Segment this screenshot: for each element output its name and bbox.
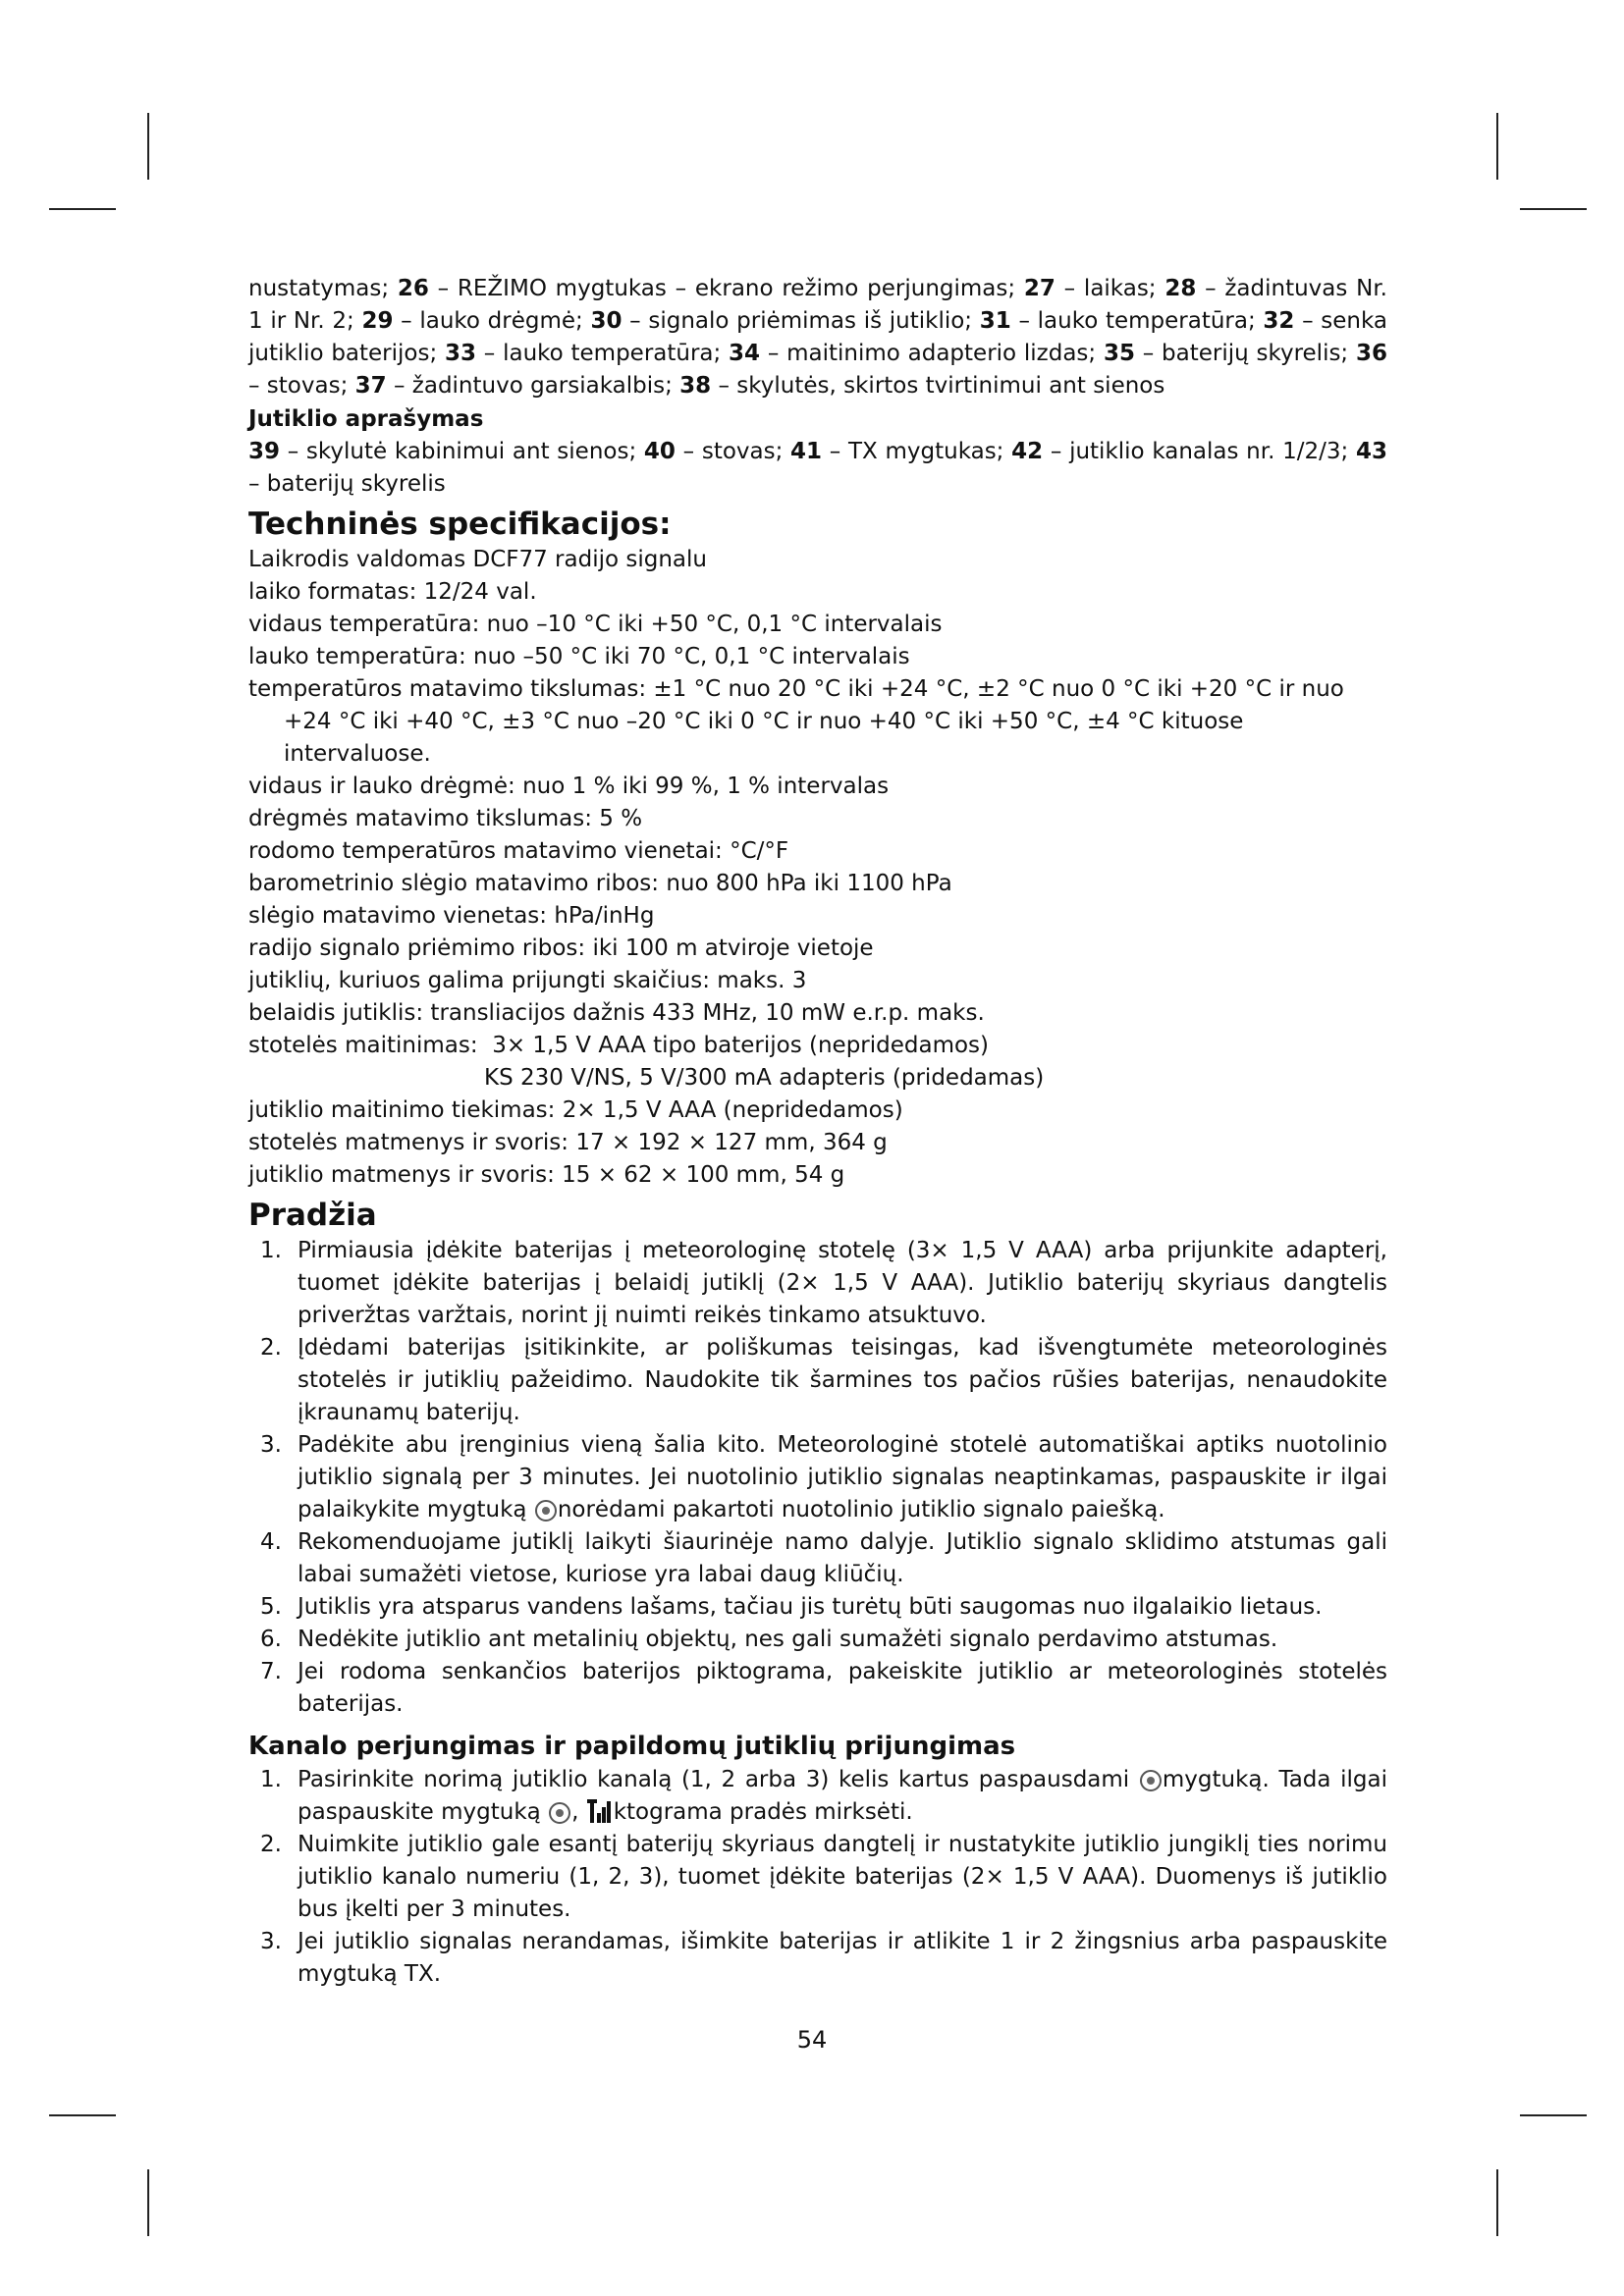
legend-text: – žadintuvo garsiakalbis;: [386, 373, 680, 399]
step-number: 2.: [260, 1335, 282, 1361]
step-text: Nuimkite jutiklio gale esantį baterijų skyriaus dangtelį ir nustatykite jutiklio jungiklį ties norimu jutiklio kanalo numeriu (1, 2, 3), tuomet įdėkite baterijas (2× 1,5 V AAA). Duomenys iš jutiklio bus įkelti per 3 minutes.: [298, 1832, 1387, 1922]
spec-line: radijo signalo priėmimo ribos: iki 100 m atviroje vietoje: [248, 935, 874, 961]
legend-text: – lauko temperatūra;: [1010, 308, 1264, 334]
step-text: Jei jutiklio signalas nerandamas, išimkite baterijas ir atlikite 1 ir 2 žingsnius arba paspauskite mygtuką TX.: [298, 1929, 1387, 1987]
step-number: 1.: [260, 1767, 282, 1792]
legend-text: nustatymas;: [248, 276, 398, 301]
start-heading: Pradžia: [248, 1198, 377, 1233]
step-text: Pirmiausia įdėkite baterijas į meteorologinę stotelę (3× 1,5 V AAA) arba prijunkite adapterį, tuomet įdėkite baterijas į belaidį jutiklį (2× 1,5 V AAA). Jutiklio baterijų skyriaus dangtelis priveržtas varžtais, norint jį nuimti reikės tinkamo atsuktuvo.: [298, 1238, 1387, 1328]
step-text: mygtuką. Tada ilgai paspauskite mygtuką: [298, 1767, 1388, 1825]
legend-number: 43: [1355, 439, 1387, 464]
list-item: [248, 1829, 1387, 1926]
legend-number: 40: [643, 439, 676, 464]
crop-mark-bottom-right-vertical: [1496, 2169, 1498, 2236]
spec-line: slėgio matavimo vienetas: hPa/inHg: [248, 903, 655, 929]
legend-number: 35: [1103, 341, 1135, 366]
step-text: Nedėkite jutiklio ant metalinių objektų, nes gali sumažėti signalo perdavimo atstumas.: [298, 1627, 1278, 1652]
legend-number: 29: [361, 308, 394, 334]
legend-text: – baterijų skyrelis;: [1134, 341, 1356, 366]
legend-text: – žadintuvas Nr. 1 ir Nr. 2;: [248, 276, 1387, 334]
step-number: 2.: [260, 1832, 282, 1857]
station-legend-paragraph: [248, 273, 1387, 402]
spec-line: jutiklių, kuriuos galima prijungti skaičius: maks. 3: [248, 968, 807, 993]
step-text: Jutiklis yra atsparus vandens lašams, tačiau jis turėtų būti saugomas nuo ilgalaikio lietaus.: [298, 1594, 1323, 1620]
spec-line: jutiklio matmenys ir svoris: 15 × 62 × 100 mm, 54 g: [248, 1162, 845, 1188]
spec-line: rodomo temperatūros matavimo vienetai: °C/°F: [248, 838, 789, 864]
crop-mark-top-left-horizontal: [49, 208, 116, 210]
crop-mark-top-right-horizontal: [1520, 208, 1587, 210]
legend-number: 28: [1164, 276, 1197, 301]
step-text: ktograma pradės mirksėti.: [613, 1799, 913, 1825]
crop-mark-top-right-vertical: [1496, 113, 1498, 180]
legend-text: – stovas;: [248, 373, 355, 399]
step-text: Įdėdami baterijas įsitikinkite, ar poliškumas teisingas, kad išvengtumėte meteorologinės stotelės ir jutiklių pažeidimo. Naudokite tik šarmines tos pačios rūšies baterijas, nenaudokite įkraunamų baterijų.: [298, 1335, 1387, 1425]
legend-number: 26: [397, 276, 429, 301]
signal-reception-icon: [587, 1799, 613, 1823]
list-item: [248, 1526, 1387, 1591]
crop-mark-bottom-right-horizontal: [1520, 2114, 1587, 2116]
legend-text: – lauko temperatūra;: [476, 341, 730, 366]
legend-number: 33: [445, 341, 477, 366]
legend-text: – laikas;: [1055, 276, 1165, 301]
step-number: 3.: [260, 1929, 282, 1954]
step-text: norėdami pakartoti nuotolinio jutiklio signalo paiešką.: [557, 1497, 1165, 1522]
legend-number: 39: [248, 439, 281, 464]
channels-steps-list: [248, 1764, 1387, 1991]
legend-text: – stovas;: [675, 439, 791, 464]
step-number: 5.: [260, 1594, 282, 1620]
list-item: [248, 1624, 1387, 1656]
legend-number: 38: [679, 373, 712, 399]
spec-line: temperatūros matavimo tikslumas: ±1 °C nuo 20 °C iki +24 °C, ±2 °C nuo 0 °C iki +20 °C ir nuo: [248, 676, 1344, 702]
start-steps-list: [248, 1235, 1387, 1721]
spec-line: jutiklio maitinimo tiekimas: 2× 1,5 V AAA (nepridedamos): [248, 1097, 903, 1123]
page-number: 54: [796, 2026, 828, 2054]
legend-text: – maitinimo adapterio lizdas;: [760, 341, 1104, 366]
spec-line: stotelės maitinimas: 3× 1,5 V AAA tipo baterijos (nepridedamos): [248, 1033, 990, 1058]
step-number: 4.: [260, 1529, 282, 1555]
spec-line: stotelės matmenys ir svoris: 17 × 192 × 127 mm, 364 g: [248, 1130, 888, 1155]
legend-number: 32: [1263, 308, 1295, 334]
specs-list: [248, 544, 1387, 1192]
channel-button-icon: [1140, 1770, 1162, 1791]
legend-text: – senka jutiklio baterijos;: [248, 308, 1388, 366]
spec-line: drėgmės matavimo tikslumas: 5 %: [248, 806, 643, 831]
list-item: [248, 1764, 1387, 1829]
legend-number: 34: [729, 341, 761, 366]
step-number: 3.: [260, 1432, 282, 1458]
spec-line-indented: KS 230 V/NS, 5 V/300 mA adapteris (pridedamas): [484, 1065, 1045, 1091]
step-text: Padėkite abu įrenginius vieną šalia kito. Meteorologinė stotelė automatiškai aptiks nuotolinio jutiklio signalą per 3 minutes. Jei nuotolinio jutiklio signalas neaptinkamas, paspauskite ir ilgai palaikykite mygtuką: [298, 1432, 1387, 1522]
spec-line: vidaus ir lauko drėgmė: nuo 1 % iki 99 %, 1 % intervalas: [248, 774, 890, 799]
step-number: 6.: [260, 1627, 282, 1652]
legend-text: – skylutės, skirtos tvirtinimui ant sienos: [711, 373, 1165, 399]
sensor-description-title: Jutiklio aprašymas: [248, 406, 484, 432]
legend-text: – REŽIMO mygtukas – ekrano režimo perjungimas;: [428, 276, 1024, 301]
list-item: [248, 1332, 1387, 1429]
list-item: [248, 1235, 1387, 1332]
page-content: [248, 273, 1387, 1991]
step-text: Rekomenduojame jutiklį laikyti šiaurinėje namo dalyje. Jutiklio signalo sklidimo atstumas gali labai sumažėti vietose, kuriose yra labai daug kliūčių.: [298, 1529, 1387, 1587]
legend-text: – jutiklio kanalas nr. 1/2/3;: [1043, 439, 1356, 464]
legend-number: 36: [1355, 341, 1387, 366]
legend-number: 27: [1023, 276, 1056, 301]
list-item: [248, 1656, 1387, 1721]
step-text: ,: [571, 1799, 586, 1825]
legend-number: 31: [979, 308, 1011, 334]
legend-text: – signalo priėmimas iš jutiklio;: [622, 308, 980, 334]
legend-number: 30: [590, 308, 623, 334]
spec-line-continued: +24 °C iki +40 °C, ±3 °C nuo –20 °C iki 0 °C ir nuo +40 °C iki +50 °C, ±4 °C kituose intervaluose.: [284, 709, 1244, 767]
legend-text: – TX mygtukas;: [822, 439, 1012, 464]
step-text: Jei rodoma senkančios baterijos piktograma, pakeiskite jutiklio ar meteorologinės stotelės baterijas.: [298, 1659, 1387, 1717]
spec-line: laiko formatas: 12/24 val.: [248, 579, 537, 605]
crop-mark-bottom-left-vertical: [147, 2169, 149, 2236]
specs-heading: Techninės specifikacijos:: [248, 507, 672, 542]
spec-line: belaidis jutiklis: transliacijos dažnis 433 MHz, 10 mW e.r.p. maks.: [248, 1000, 985, 1026]
sensor-description-paragraph: [248, 436, 1387, 501]
step-number: 7.: [260, 1659, 282, 1684]
spec-line: lauko temperatūra: nuo –50 °C iki 70 °C, 0,1 °C intervalais: [248, 644, 910, 669]
legend-text: – skylutė kabinimui ant sienos;: [280, 439, 644, 464]
legend-text: – lauko drėgmė;: [393, 308, 591, 334]
spec-line: Laikrodis valdomas DCF77 radijo signalu: [248, 547, 707, 572]
spec-line: barometrinio slėgio matavimo ribos: nuo 800 hPa iki 1100 hPa: [248, 871, 952, 896]
step-number: 1.: [260, 1238, 282, 1263]
step-text: Pasirinkite norimą jutiklio kanalą (1, 2 arba 3) kelis kartus paspausdami: [298, 1767, 1139, 1792]
legend-number: 41: [790, 439, 823, 464]
crop-mark-bottom-left-horizontal: [49, 2114, 116, 2116]
sensor-search-button-icon: [535, 1500, 557, 1522]
channels-heading: Kanalo perjungimas ir papildomų jutiklių prijungimas: [248, 1732, 1016, 1761]
list-item: [248, 1429, 1387, 1526]
list-item: [248, 1926, 1387, 1991]
legend-number: 37: [354, 373, 387, 399]
spec-line: vidaus temperatūra: nuo –10 °C iki +50 °C, 0,1 °C intervalais: [248, 612, 943, 637]
legend-number: 42: [1011, 439, 1044, 464]
channel-button-icon: [549, 1802, 570, 1824]
crop-mark-top-left-vertical: [147, 113, 149, 180]
list-item: [248, 1591, 1387, 1624]
legend-text: – baterijų skyrelis: [248, 471, 446, 497]
